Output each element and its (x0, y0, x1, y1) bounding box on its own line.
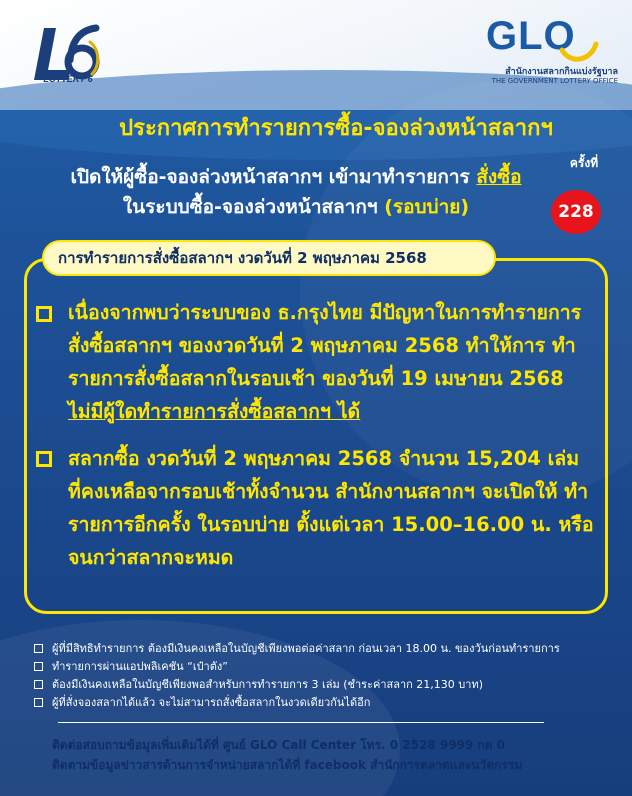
note-text: ผู้ที่มีสิทธิทำรายการ ต้องมีเงินคงเหลือในบัญชีเพียงพอต่อค่าสลาก ก่อนเวลา 18.00 น. ของวันก่อนทำรายการ (52, 642, 560, 655)
list-item (30, 676, 620, 694)
list-item (30, 640, 620, 658)
glo-english-name: THE GOVERNMENT LOTTERY OFFICE (491, 77, 618, 85)
divider (58, 722, 544, 723)
contact-call-center: ติดต่อสอบถามข้อมูลเพิ่มเติมได้ที่ ศูนย์ GLO Call Center โทร. 0 2528 9999 กด 0 (52, 738, 506, 752)
paragraph-underlined: ไม่มีผู้ใดทำรายการสั่งซื้อสลากฯ ได้ (68, 400, 361, 423)
note-text: ทำรายการผ่านแอปพลิเคชัน “เป๋าตัง” (52, 660, 228, 673)
glo-logo-arc-icon (556, 20, 600, 64)
subheading-text: เปิดให้ผู้ซื้อ-จองล่วงหน้าสลากฯ เข้ามาทำรายการ (70, 166, 477, 188)
lottery6-logo-text: LOTTERY 6 (43, 74, 93, 84)
notes-list (30, 640, 620, 712)
glo-logo-text: GLO (486, 14, 576, 58)
round-number-badge: 228 (551, 190, 601, 234)
subheading-line-2 (56, 192, 536, 222)
checkbox-icon (34, 698, 43, 707)
list-item (30, 658, 620, 676)
subheading-text: ในระบบซื้อ-จองล่วงหน้าสลากฯ (122, 196, 385, 218)
glo-thai-name: สำนักงานสลากกินแบ่งรัฐบาล (505, 67, 618, 77)
paragraph-text: เนื่องจากพบว่าระบบของ ธ.กรุงไทย มีปัญหาในการทำรายการ สั่งซื้อสลากฯ ของงวดวันที่ 2 พฤษภาคม 2568 ทำให้การ ทำรายการสั่งซื้อสลากในรอบเช้า ของวันที่ 19 เมษายน 2568 (68, 301, 582, 390)
subheading-line-1 (56, 162, 536, 192)
paragraph-problem (68, 296, 596, 428)
list-item (30, 694, 620, 712)
note-text: ต้องมีเงินคงเหลือในบัญชีเพียงพอสำหรับการทำรายการ 3 เล่ม (ชำระค่าสลาก 21,130 บาท) (52, 678, 483, 691)
subheading-highlight: สั่งซื้อ (476, 166, 522, 188)
paragraph-reopen (68, 442, 596, 574)
contact-facebook: ติดตามข้อมูลข่าวสารด้านการจำหน่ายสลากได้ที่ facebook สำนักการตลาดและนวัตกรรม (52, 758, 523, 772)
checkbox-icon (34, 644, 43, 653)
note-text: ผู้ที่สั่งจองสลากได้แล้ว จะไม่สามารถสั่งซื้อสลากในงวดเดียวกันได้อีก (52, 696, 371, 709)
page-title: ประกาศการทำรายการซื้อ-จองล่วงหน้าสลากฯ (119, 116, 553, 141)
checkbox-icon (34, 662, 43, 671)
checkbox-icon (34, 680, 43, 689)
paragraph-text: สลากซื้อ งวดวันที่ 2 พฤษภาคม 2568 จำนวน 15,204 เล่ม ที่คงเหลือจากรอบเช้าทั้งจำนวน สำนักงานสลากฯ จะเปิดให้ ทำรายการอีกครั้ง ในรอบบ่าย ตั้งแต่เวลา 15.00–16.00 น. หรือจนกว่าสลากจะหมด (68, 447, 594, 569)
subheading-highlight: (รอบบ่าย) (384, 196, 470, 218)
round-label: ครั้งที่ (569, 156, 599, 170)
draw-date-tag: การทำรายการสั่งซื้อสลากฯ งวดวันที่ 2 พฤษภาคม 2568 (42, 240, 496, 276)
checkbox-bullet-icon (36, 451, 52, 467)
checkbox-bullet-icon (36, 306, 52, 322)
lottery6-logo-icon (30, 20, 104, 96)
